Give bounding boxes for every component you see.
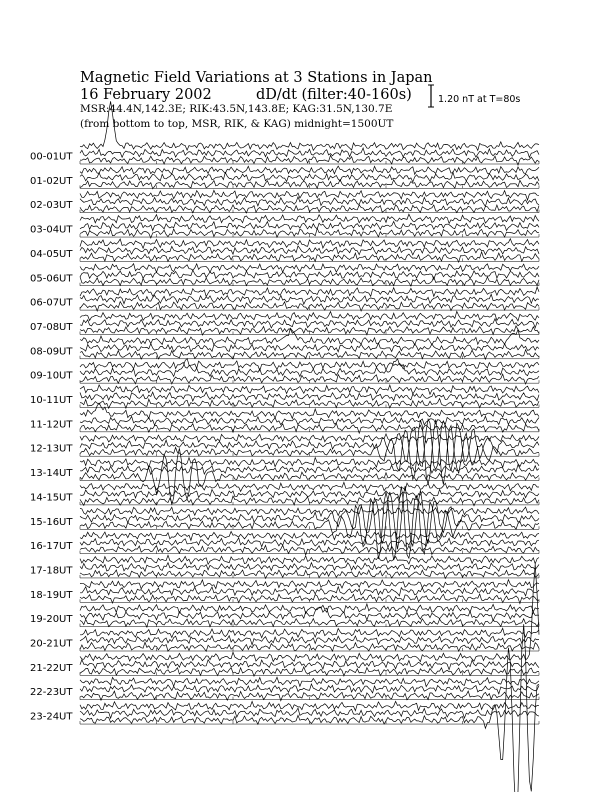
station-order-note: (from bottom to top, MSR, RIK, & KAG) midnight=1500UT [80, 118, 394, 130]
row-label: 23-24UT [30, 711, 73, 723]
scale-bar [428, 85, 434, 107]
row-21-22UT [30, 564, 539, 676]
row-09-10UT [30, 358, 539, 384]
row-label: 06-07UT [30, 297, 73, 309]
row-label: 13-14UT [30, 468, 73, 480]
trace-rik [80, 319, 539, 328]
trace-kag [80, 361, 539, 371]
row-22-23UT [30, 677, 539, 701]
row-14-15UT [30, 482, 539, 505]
trace-rik [80, 489, 539, 498]
trace-rik [80, 660, 539, 670]
trace-rik [80, 587, 539, 596]
trace-rik [80, 416, 539, 425]
row-label: 18-19UT [30, 589, 73, 601]
row-20-21UT [30, 628, 539, 651]
station-coordinates: MSR:44.4N,142.3E; RIK:43.5N,143.8E; KAG:31.5N,130.7E [80, 103, 393, 115]
trace-rik [80, 358, 539, 376]
row-label: 14-15UT [30, 492, 73, 504]
chart-date: 16 February 2002 [80, 87, 212, 103]
row-02-03UT [30, 190, 539, 213]
trace-kag [80, 264, 539, 273]
row-10-11UT [30, 385, 539, 408]
trace-kag [80, 564, 539, 662]
trace-rik [80, 148, 539, 157]
row-label: 10-11UT [30, 395, 73, 406]
trace-msr [80, 205, 539, 213]
trace-kag [80, 507, 539, 516]
row-00-01UT [30, 101, 539, 165]
trace-kag [80, 287, 539, 297]
row-01-02UT [30, 166, 539, 189]
row-15-16UT [30, 486, 539, 560]
row-03-04UT [30, 214, 539, 238]
trace-kag [80, 555, 539, 564]
row-18-19UT [30, 580, 539, 604]
trace-kag [80, 190, 539, 200]
trace-rik [80, 222, 539, 231]
row-16-17UT [30, 532, 539, 556]
row-05-06UT [30, 264, 539, 286]
row-04-05UT [30, 239, 539, 262]
trace-rik [80, 197, 539, 206]
row-label: 22-23UT [30, 687, 73, 699]
scale-bar-label: 1.20 nT at T=80s [438, 94, 521, 105]
chart-title: Magnetic Field Variations at 3 Stations in Japan [80, 70, 433, 86]
row-label: 02-03UT [30, 200, 73, 212]
row-label: 15-16UT [30, 516, 73, 528]
trace-kag [80, 101, 539, 150]
trace-rik [80, 708, 539, 718]
row-label: 21-22UT [30, 662, 73, 674]
row-label: 04-05UT [30, 248, 73, 260]
row-label: 03-04UT [30, 224, 73, 236]
trace-rik [80, 563, 539, 572]
trace-kag [80, 239, 539, 249]
trace-msr [80, 486, 539, 560]
row-19-20UT [30, 604, 539, 627]
row-label: 17-18UT [30, 565, 73, 577]
trace-rik [80, 343, 539, 352]
row-label: 01-02UT [30, 175, 73, 187]
row-label: 07-08UT [30, 321, 73, 333]
trace-rik [80, 270, 539, 279]
row-07-08UT [30, 311, 539, 335]
trace-kag [80, 214, 539, 223]
row-label: 05-06UT [30, 273, 73, 285]
trace-kag [80, 385, 539, 394]
row-label: 08-09UT [30, 346, 73, 358]
trace-rik [80, 246, 539, 255]
row-06-07UT [30, 287, 539, 311]
trace-rik [80, 636, 539, 645]
trace-rik [80, 172, 539, 182]
row-label: 20-21UT [30, 638, 73, 650]
trace-kag [80, 580, 539, 589]
trace-kag [80, 701, 539, 710]
trace-kag [80, 311, 539, 321]
row-13-14UT [30, 448, 539, 504]
row-label: 19-20UT [30, 614, 73, 626]
row-label: 11-12UT [30, 419, 73, 431]
row-label: 16-17UT [30, 541, 73, 553]
trace-kag [80, 677, 539, 686]
trace-kag [80, 482, 539, 491]
row-label: 09-10UT [30, 370, 73, 382]
chart-parameter: dD/dt (filter:40-160s) [256, 87, 412, 103]
trace-kag [80, 166, 539, 174]
row-label: 12-13UT [30, 443, 73, 455]
trace-rik [80, 684, 539, 694]
trace-rik [80, 294, 539, 304]
row-17-18UT [30, 555, 539, 578]
trace-kag [80, 628, 539, 637]
row-label: 00-01UT [30, 151, 73, 163]
trace-rik [80, 538, 539, 547]
